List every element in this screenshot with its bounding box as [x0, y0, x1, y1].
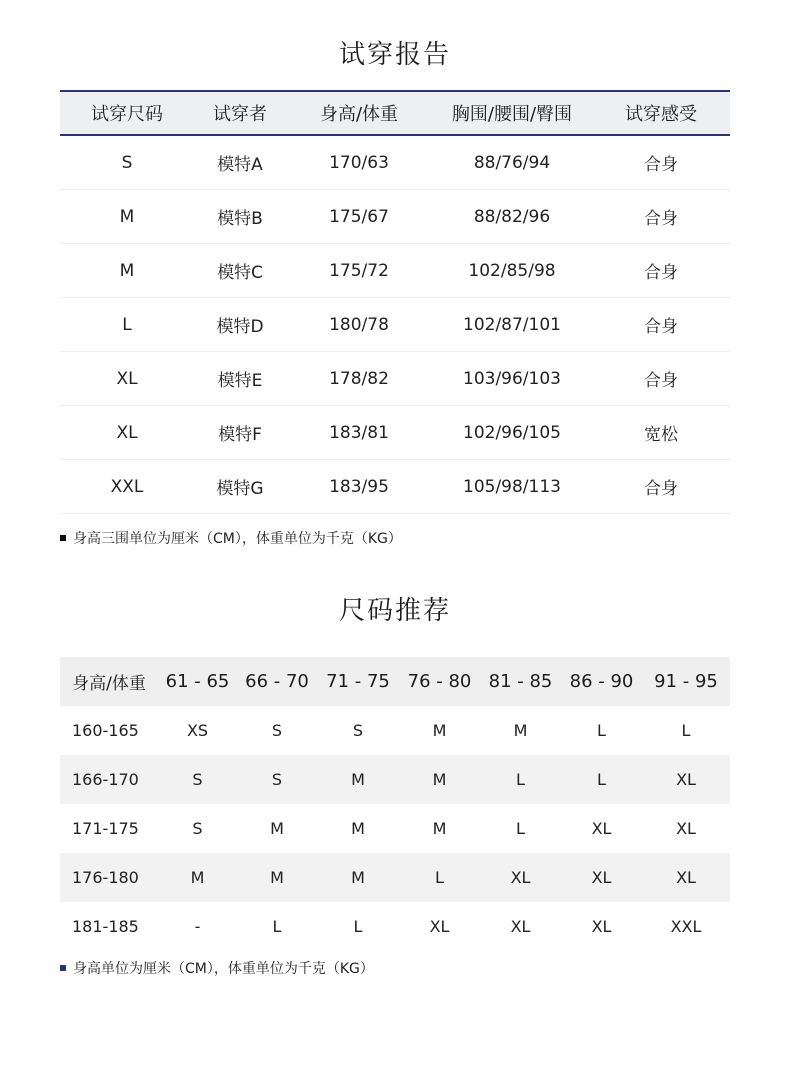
header-weight-range: 71 - 75 [317, 657, 399, 706]
bullet-square-icon [60, 965, 66, 971]
cell-size: M [317, 853, 399, 902]
cell-size: L [561, 755, 642, 804]
cell-size: M [60, 244, 194, 298]
table-row [60, 706, 730, 755]
cell-size: XL [561, 853, 642, 902]
cell-size: M [158, 853, 237, 902]
cell-size: XL [60, 352, 194, 406]
cell-size: M [399, 755, 480, 804]
cell-size: M [317, 755, 399, 804]
table-row [60, 190, 730, 244]
cell-size: M [399, 706, 480, 755]
cell-model: 模特C [194, 244, 286, 298]
cell-size: - [158, 902, 237, 951]
cell-size: L [317, 902, 399, 951]
cell-size: L [237, 902, 317, 951]
recommend-unit-note-text: 身高单位为厘米（CM），体重单位为千克（KG） [73, 961, 374, 977]
cell-height-weight: 183/81 [286, 406, 432, 460]
cell-height-range: 166-170 [60, 755, 158, 804]
header-measurements: 胸围/腰围/臀围 [432, 91, 592, 135]
header-feel: 试穿感受 [592, 91, 730, 135]
size-recommend-title: 尺码推荐 [338, 596, 451, 626]
cell-size: M [237, 853, 317, 902]
report-unit-note [60, 528, 402, 548]
cell-height-weight: 178/82 [286, 352, 432, 406]
cell-size: S [237, 755, 317, 804]
size-recommend-table [60, 657, 730, 951]
header-weight-range: 76 - 80 [399, 657, 480, 706]
cell-model: 模特A [194, 135, 286, 190]
cell-feel: 合身 [592, 298, 730, 352]
cell-measurements: 103/96/103 [432, 352, 592, 406]
header-weight-range: 91 - 95 [642, 657, 730, 706]
cell-size: M [60, 190, 194, 244]
table-row [60, 298, 730, 352]
cell-feel: 合身 [592, 135, 730, 190]
cell-feel: 合身 [592, 352, 730, 406]
table-row [60, 460, 730, 514]
cell-size: XS [158, 706, 237, 755]
cell-measurements: 88/82/96 [432, 190, 592, 244]
table-row [60, 853, 730, 902]
cell-height-weight: 183/95 [286, 460, 432, 514]
header-height-weight: 身高/体重 [60, 657, 158, 706]
table-row [60, 804, 730, 853]
cell-height-weight: 175/67 [286, 190, 432, 244]
table-row [60, 406, 730, 460]
cell-size: XXL [60, 460, 194, 514]
table-row [60, 352, 730, 406]
cell-size: S [158, 804, 237, 853]
cell-size: XL [480, 853, 561, 902]
header-model: 试穿者 [194, 91, 286, 135]
recommend-header-row [60, 657, 730, 706]
report-header-row [60, 91, 730, 135]
table-row [60, 244, 730, 298]
cell-measurements: 105/98/113 [432, 460, 592, 514]
cell-feel: 合身 [592, 244, 730, 298]
header-weight-range: 86 - 90 [561, 657, 642, 706]
cell-height-range: 176-180 [60, 853, 158, 902]
cell-feel: 宽松 [592, 406, 730, 460]
cell-size: M [399, 804, 480, 853]
fitting-report-table [60, 90, 730, 514]
cell-height-range: 181-185 [60, 902, 158, 951]
header-weight-range: 81 - 85 [480, 657, 561, 706]
cell-size: L [642, 706, 730, 755]
cell-measurements: 102/85/98 [432, 244, 592, 298]
cell-model: 模特F [194, 406, 286, 460]
cell-height-range: 171-175 [60, 804, 158, 853]
cell-measurements: 88/76/94 [432, 135, 592, 190]
cell-height-weight: 175/72 [286, 244, 432, 298]
bullet-square-icon [60, 535, 66, 541]
cell-model: 模特B [194, 190, 286, 244]
cell-size: XL [642, 755, 730, 804]
cell-size: M [480, 706, 561, 755]
table-row [60, 755, 730, 804]
cell-measurements: 102/96/105 [432, 406, 592, 460]
table-row [60, 902, 730, 951]
header-weight-range: 66 - 70 [237, 657, 317, 706]
cell-model: 模特E [194, 352, 286, 406]
cell-height-weight: 180/78 [286, 298, 432, 352]
header-height-weight: 身高/体重 [286, 91, 432, 135]
cell-size: S [317, 706, 399, 755]
cell-model: 模特G [194, 460, 286, 514]
cell-model: 模特D [194, 298, 286, 352]
cell-size: M [237, 804, 317, 853]
cell-height-range: 160-165 [60, 706, 158, 755]
header-weight-range: 61 - 65 [158, 657, 237, 706]
cell-feel: 合身 [592, 190, 730, 244]
cell-size: S [158, 755, 237, 804]
table-row [60, 135, 730, 190]
cell-size: M [317, 804, 399, 853]
recommend-unit-note [60, 958, 374, 978]
cell-size: XL [480, 902, 561, 951]
cell-size: L [60, 298, 194, 352]
cell-size: L [561, 706, 642, 755]
cell-height-weight: 170/63 [286, 135, 432, 190]
cell-size: XXL [642, 902, 730, 951]
report-unit-note-text: 身高三围单位为厘米（CM），体重单位为千克（KG） [73, 531, 402, 547]
cell-size: XL [60, 406, 194, 460]
cell-feel: 合身 [592, 460, 730, 514]
cell-size: L [399, 853, 480, 902]
fitting-report-title: 试穿报告 [338, 40, 451, 70]
cell-measurements: 102/87/101 [432, 298, 592, 352]
cell-size: L [480, 755, 561, 804]
cell-size: XL [561, 902, 642, 951]
cell-size: XL [561, 804, 642, 853]
cell-size: S [60, 135, 194, 190]
cell-size: S [237, 706, 317, 755]
cell-size: XL [642, 853, 730, 902]
cell-size: XL [642, 804, 730, 853]
header-size: 试穿尺码 [60, 91, 194, 135]
cell-size: L [480, 804, 561, 853]
cell-size: XL [399, 902, 480, 951]
